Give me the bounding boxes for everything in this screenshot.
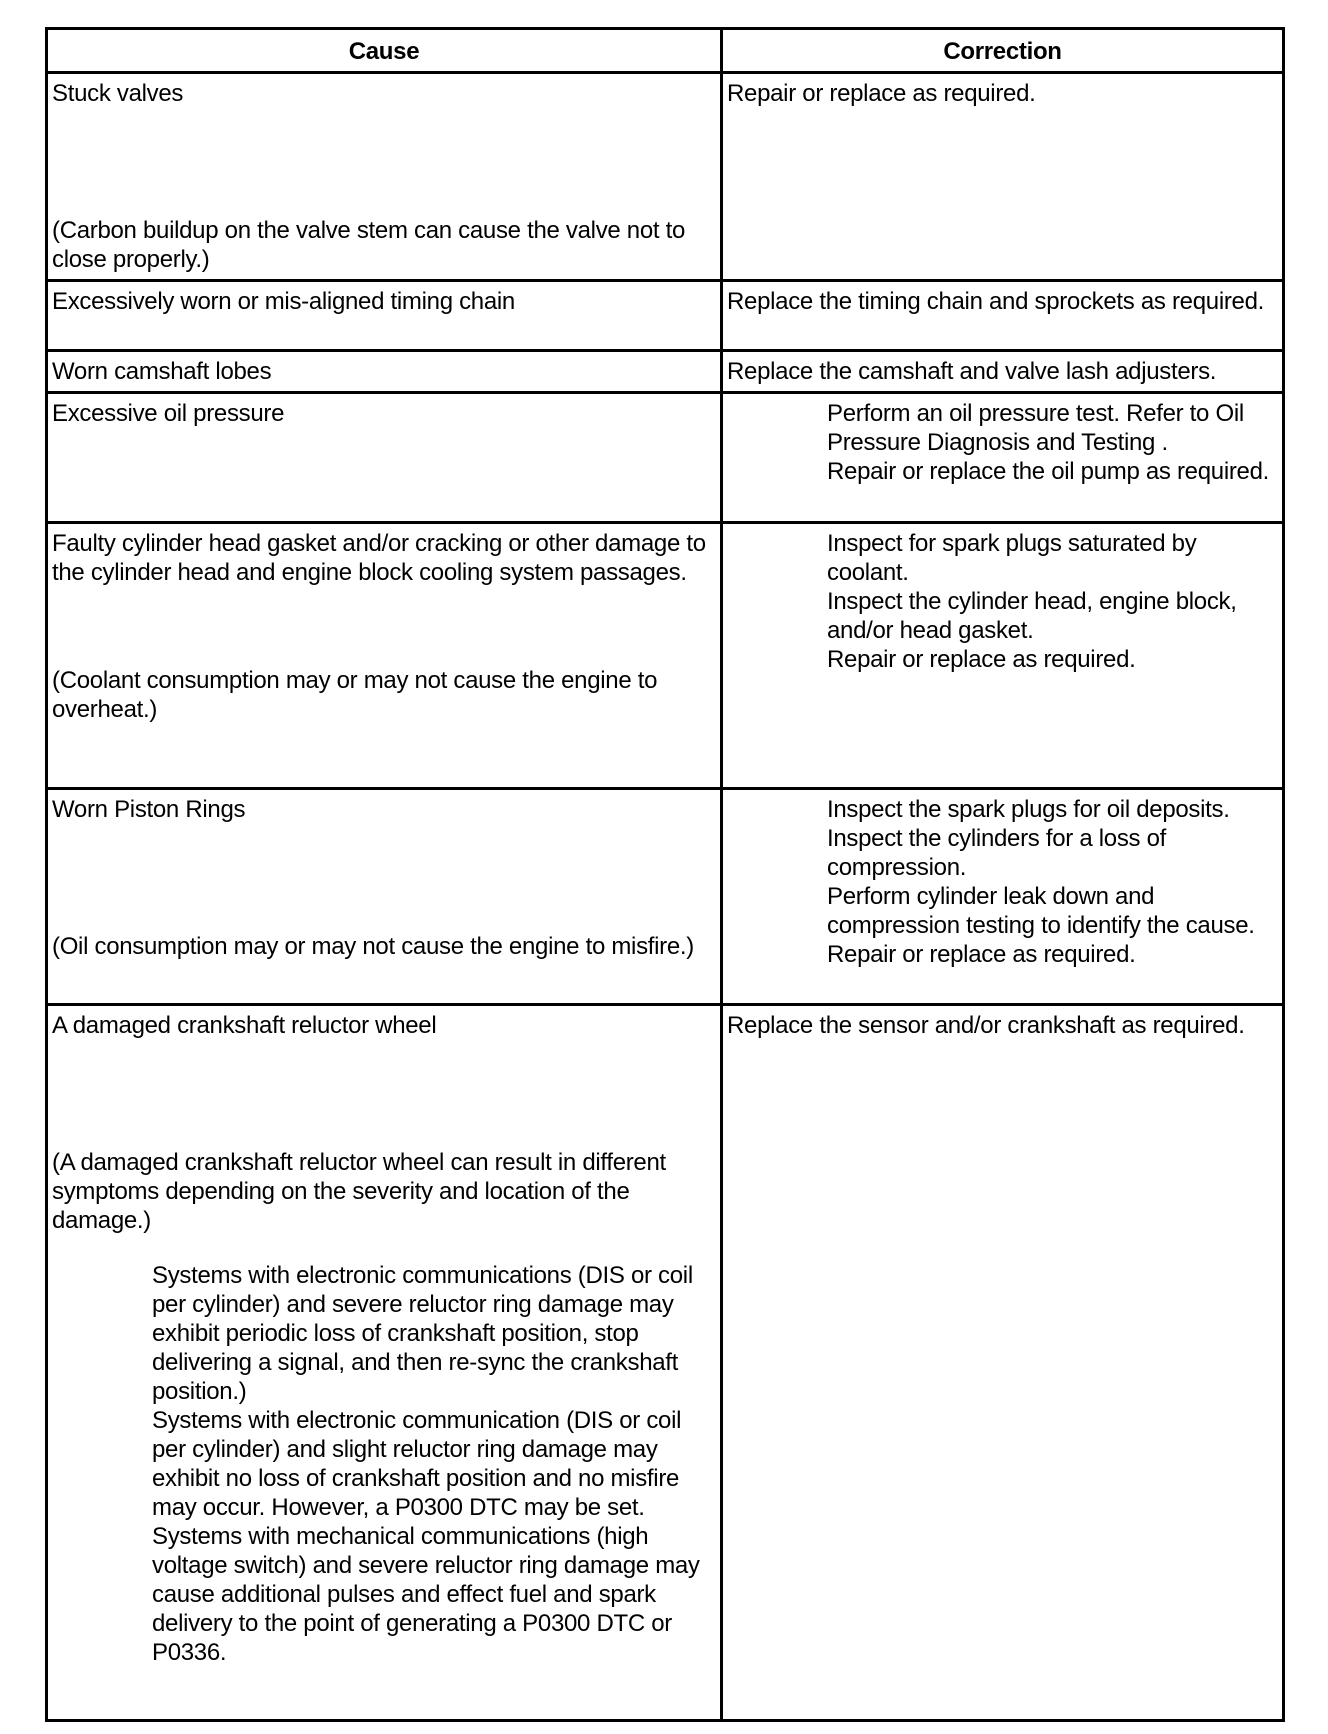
cause-text: A damaged crankshaft reluctor wheel: [52, 1012, 437, 1039]
cause-text: Stuck valves: [52, 80, 184, 107]
correction-text: Replace the camshaft and valve lash adjusters.: [727, 358, 1217, 385]
cause-cell: [47, 351, 722, 393]
table-row: [47, 281, 1284, 351]
table-row: [47, 393, 1284, 523]
correction-cell: [722, 73, 1284, 281]
correction-step: Repair or replace as required.: [827, 941, 1136, 968]
cause-text: Faulty cylinder head gasket and/or cracking or other damage to the cylinder head and engine block cooling system passages.: [52, 530, 706, 586]
cause-text: Excessive oil pressure: [52, 400, 285, 427]
cause-step: Systems with mechanical communications (high voltage switch) and severe reluctor ring damage may cause additional pulses and effect fuel and spark delivery to the point of generating a P0300 DTC or P0336.: [152, 1523, 700, 1666]
correction-step: Inspect for spark plugs saturated by coolant.: [827, 530, 1197, 586]
correction-cell: [722, 393, 1284, 523]
header-correction: Correction: [722, 29, 1284, 73]
correction-cell: [722, 281, 1284, 351]
cause-cell: [47, 1005, 722, 1721]
cause-text: Worn camshaft lobes: [52, 358, 272, 385]
cause-note: (Carbon buildup on the valve stem can cause the valve not to close properly.): [52, 217, 686, 273]
correction-step: Inspect the cylinders for a loss of compression.: [827, 825, 1167, 881]
correction-step: Inspect the spark plugs for oil deposits.: [827, 796, 1230, 823]
correction-cell: [722, 523, 1284, 789]
correction-step: Inspect the cylinder head, engine block, and/or head gasket.: [827, 588, 1237, 644]
correction-text: Replace the sensor and/or crankshaft as required.: [727, 1012, 1245, 1039]
cause-cell: [47, 73, 722, 281]
correction-cell: [722, 1005, 1284, 1721]
cause-text: Worn Piston Rings: [52, 796, 246, 823]
correction-cell: [722, 351, 1284, 393]
correction-text: Repair or replace as required.: [727, 80, 1036, 107]
table-row: [47, 1005, 1284, 1721]
cause-note: (A damaged crankshaft reluctor wheel can result in different symptoms depending on the severity and location of the damage.): [52, 1149, 666, 1234]
table-row: [47, 351, 1284, 393]
cause-cell: [47, 789, 722, 1005]
cause-text: Excessively worn or mis-aligned timing chain: [52, 288, 515, 315]
cause-cell: [47, 523, 722, 789]
correction-step: Perform an oil pressure test. Refer to Oil Pressure Diagnosis and Testing .: [827, 400, 1244, 456]
cause-note: (Coolant consumption may or may not cause the engine to overheat.): [52, 667, 658, 723]
correction-step: Repair or replace as required.: [827, 646, 1136, 673]
cause-step: Systems with electronic communication (DIS or coil per cylinder) and slight reluctor ring damage may exhibit no loss of crankshaft position and no misfire may occur. However, a P0300 DTC may be set.: [152, 1407, 682, 1521]
cause-cell: [47, 393, 722, 523]
cause-step: Systems with electronic communications (DIS or coil per cylinder) and severe reluctor ring damage may exhibit periodic loss of crankshaft position, stop delivering a signal, and then re-sync the crankshaft position.): [152, 1262, 693, 1405]
table-row: [47, 523, 1284, 789]
table-header-row: [47, 29, 1284, 73]
cause-note: (Oil consumption may or may not cause the engine to misfire.): [52, 933, 694, 960]
table-row: [47, 73, 1284, 281]
correction-step: Repair or replace the oil pump as required.: [827, 458, 1270, 485]
correction-step: Perform cylinder leak down and compression testing to identify the cause.: [827, 883, 1255, 939]
cause-cell: [47, 281, 722, 351]
table-row: [47, 789, 1284, 1005]
header-cause: Cause: [47, 29, 722, 73]
diagnostic-table: [45, 27, 1285, 1722]
correction-text: Replace the timing chain and sprockets as required.: [727, 288, 1265, 315]
correction-cell: [722, 789, 1284, 1005]
